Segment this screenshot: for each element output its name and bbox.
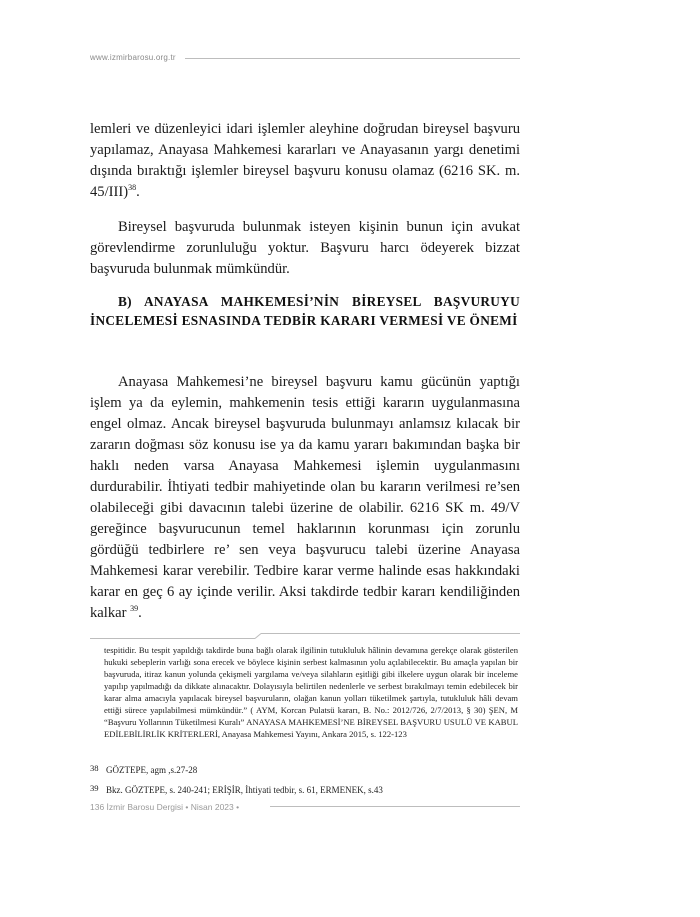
paragraph-3-text: Anayasa Mahkemesi’ne bireysel başvuru kamu gücünün yaptığı işlem ya da eylemin, mahkemenin tesis ettiği kararın uygulanmasına engel olmaz. Ancak bireysel başvuruda bulunmayı anlamsız kılacak bir zararın doğması söz konusu ise ya da kamu yararı bakımından başka bir haklı neden varsa Anayasa Mahkemesi işlemin uygulanmasını durdurabilir. İhtiyati tedbir mahiyetinde olan bu kararın verilmesi re’sen olabileceği gibi davacının talebi üzerine de olabilir. 6216 SK m. 49/V gereğince başvurucunun temel haklarının korunması için zorunlu gördüğü tedbirlere re’ sen veya başvurucu talebi üzerine Anayasa Mahkemesi karar verebilir. Tedbire karar verme halinde esas hakkındaki karar en geç 6 ay içinde verilir. Aksi takdirde tedbir kararı kendiliğinden kalkar	[90, 374, 520, 621]
paragraph-1-text: lemleri ve düzenleyici idari işlemler aleyhine doğrudan bireysel başvuru yapılamaz, Anayasa Mahkemesi kararları ve Anayasanın yargı denetimi dışında bıraktığı işlemler bireysel başvuru konusu olamaz (6216 SK. m. 45/III)	[90, 121, 520, 200]
footnote-39-number: 39	[90, 783, 99, 793]
paragraph-1	[90, 119, 520, 203]
header-url: www.izmirbarosu.org.tr	[90, 53, 176, 62]
paragraph-1-end: .	[136, 184, 140, 200]
footnote-39-text: Bkz. GÖZTEPE, s. 240-241; ERİŞİR, İhtiyati tedbir, s. 61, ERMENEK, s.43	[106, 785, 383, 795]
header-divider	[185, 58, 520, 59]
footnote-separator	[90, 633, 520, 639]
paragraph-3	[90, 372, 520, 624]
footnote-38-number: 38	[90, 763, 99, 773]
paragraph-3-end: .	[138, 605, 142, 621]
footnote-continued: tespitidir. Bu tespit yapıldığı takdirde buna bağlı olarak ilgilinin tutukluluk hâlinin devamına gerekçe olarak gösterilen hukuki sebeplerin varlığı sona erecek ve böylece kişinin serbest kalmasının yolu açılabilecektir. Bu amaçla yapılan bir başvuruda, itiraz kanun yolunda çekişmeli yargılama ve/veya silahların eşitliği gibi ilkelere uygun olarak bir inceleme yapılıp yapılmadığı da dikkate alınacaktır. Dolayısıyla belirtilen nedenlerle ve serbest bırakılmayı temin edebilecek bir karar alma amacıyla yapılacak bireysel başvuruların, olağan kanun yolları tüketilmek şartıyla, tutukluluk hâli devam ettiği sürece yapılabilmesi mümkündür.” ( AYM, Korcan Pulatsü kararı, B. No.: 2012/726, 2/7/2013, § 30) ŞEN, M “Başvuru Yollarının Tüketilmesi Kuralı” ANAYASA MAHKEMESİ’NE BİREYSEL BAŞVURU USULÜ VE KABUL EDİLEBİLİRLİK KRİTERLERİ, Anayasa Mahkemesi Yayını, Ankara 2015, s. 122-123	[104, 645, 518, 739]
footnote-ref-39[interactable]: 39	[130, 604, 139, 614]
page-footer	[90, 800, 520, 814]
footnote-38-text: GÖZTEPE, agm ,s.27-28	[106, 765, 198, 775]
footnote-ref-38[interactable]: 38	[128, 183, 137, 193]
footnote-39	[90, 785, 520, 795]
section-heading: B) ANAYASA MAHKEMESİ’NİN BİREYSEL BAŞVURUYU İNCELEMESİ ESNASINDA TEDBİR KARARI VERMESİ VE ÖNEMİ	[90, 294, 520, 328]
footer-text: 136 İzmir Barosu Dergisi • Nisan 2023 •	[90, 802, 240, 812]
footnote-38	[90, 765, 520, 775]
paragraph-2: Bireysel başvuruda bulunmak isteyen kişinin bunun için avukat görevlendirme zorunluluğu yoktur. Başvuru harcı ödeyerek bizzat başvuruda bulunmak mümkündür.	[90, 219, 520, 277]
footer-divider	[270, 806, 520, 807]
